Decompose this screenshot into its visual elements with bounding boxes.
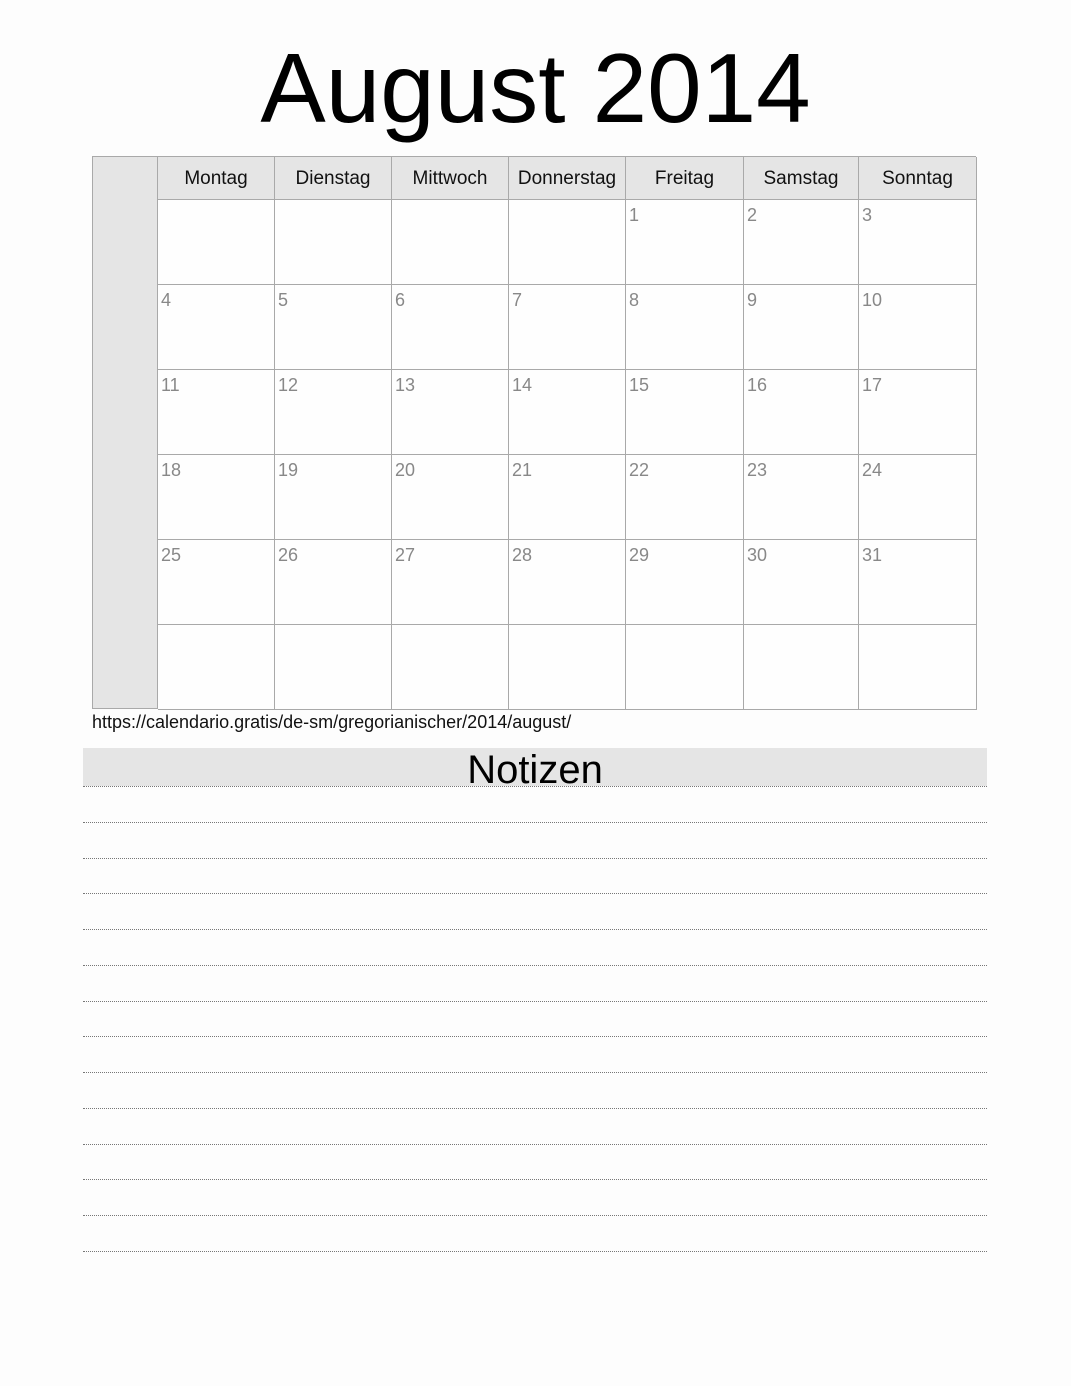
day-cell[interactable] xyxy=(744,455,859,540)
day-number: 14 xyxy=(512,375,533,395)
weekday-header: Donnerstag xyxy=(509,157,626,200)
day-cell[interactable] xyxy=(509,285,626,370)
day-cell[interactable] xyxy=(859,285,977,370)
day-cell[interactable] xyxy=(626,370,744,455)
day-number: 13 xyxy=(395,375,416,395)
note-line xyxy=(83,1072,987,1073)
day-number: 31 xyxy=(862,545,883,565)
day-cell[interactable] xyxy=(744,540,859,625)
note-line xyxy=(83,1108,987,1109)
day-cell[interactable] xyxy=(744,370,859,455)
day-number: 7 xyxy=(512,290,523,310)
source-url: https://calendario.gratis/de-sm/gregorianischer/2014/august/ xyxy=(92,712,572,732)
day-number: 8 xyxy=(629,290,640,310)
day-cell[interactable] xyxy=(392,455,509,540)
note-line xyxy=(83,1215,987,1216)
note-line xyxy=(83,1251,987,1252)
day-cell[interactable] xyxy=(509,540,626,625)
day-number: 1 xyxy=(629,205,640,225)
weekday-header: Sonntag xyxy=(859,157,977,200)
day-number: 4 xyxy=(161,290,172,310)
day-number: 6 xyxy=(395,290,406,310)
day-number: 30 xyxy=(747,545,768,565)
day-number: 9 xyxy=(747,290,758,310)
day-number: 12 xyxy=(278,375,299,395)
weekday-header: Mittwoch xyxy=(392,157,509,200)
week-number-column xyxy=(93,157,158,708)
notes-header xyxy=(83,748,987,792)
day-cell[interactable] xyxy=(744,285,859,370)
day-number: 24 xyxy=(862,460,883,480)
day-cell[interactable] xyxy=(509,200,626,285)
day-cell[interactable] xyxy=(392,285,509,370)
note-line xyxy=(83,822,987,823)
day-number: 3 xyxy=(862,205,873,225)
day-cell[interactable] xyxy=(158,625,275,710)
day-cell[interactable] xyxy=(392,370,509,455)
day-cell[interactable] xyxy=(275,540,392,625)
day-cell[interactable] xyxy=(859,455,977,540)
day-cell[interactable] xyxy=(275,625,392,710)
day-cell[interactable] xyxy=(509,625,626,710)
day-number: 15 xyxy=(629,375,650,395)
day-cell[interactable] xyxy=(626,285,744,370)
weekday-header: Dienstag xyxy=(275,157,392,200)
day-number: 27 xyxy=(395,545,416,565)
day-number: 21 xyxy=(512,460,533,480)
note-line xyxy=(83,965,987,966)
day-cell[interactable] xyxy=(626,455,744,540)
note-line xyxy=(83,858,987,859)
day-cell[interactable] xyxy=(626,625,744,710)
note-line xyxy=(83,1179,987,1180)
note-line xyxy=(83,929,987,930)
day-number: 19 xyxy=(278,460,299,480)
day-cell[interactable] xyxy=(392,540,509,625)
day-cell[interactable] xyxy=(158,455,275,540)
day-cell[interactable] xyxy=(158,370,275,455)
day-cell[interactable] xyxy=(275,370,392,455)
day-cell[interactable] xyxy=(859,370,977,455)
day-cell[interactable] xyxy=(509,455,626,540)
day-cell[interactable] xyxy=(859,540,977,625)
day-cell[interactable] xyxy=(744,625,859,710)
day-cell[interactable] xyxy=(859,200,977,285)
day-number: 25 xyxy=(161,545,182,565)
day-cell[interactable] xyxy=(744,200,859,285)
day-cell[interactable] xyxy=(275,200,392,285)
day-number: 16 xyxy=(747,375,768,395)
day-cell[interactable] xyxy=(509,370,626,455)
weekday-header: Freitag xyxy=(626,157,744,200)
day-number: 28 xyxy=(512,545,533,565)
note-line xyxy=(83,1036,987,1037)
day-cell[interactable] xyxy=(275,455,392,540)
day-cell[interactable] xyxy=(158,285,275,370)
day-number: 20 xyxy=(395,460,416,480)
day-cell[interactable] xyxy=(392,625,509,710)
day-number: 22 xyxy=(629,460,650,480)
note-line xyxy=(83,786,987,787)
page-title: August 2014 xyxy=(260,33,811,143)
weekday-header: Samstag xyxy=(744,157,859,200)
calendar-grid xyxy=(92,156,976,709)
day-number: 18 xyxy=(161,460,182,480)
day-number: 23 xyxy=(747,460,768,480)
note-line xyxy=(83,1001,987,1002)
day-number: 29 xyxy=(629,545,650,565)
day-cell[interactable] xyxy=(859,625,977,710)
day-cell[interactable] xyxy=(158,540,275,625)
day-number: 2 xyxy=(747,205,758,225)
day-cell[interactable] xyxy=(275,285,392,370)
day-number: 11 xyxy=(161,375,180,395)
day-number: 26 xyxy=(278,545,299,565)
day-number: 17 xyxy=(862,375,883,395)
weekday-header: Montag xyxy=(158,157,275,200)
day-cell[interactable] xyxy=(626,540,744,625)
day-number: 10 xyxy=(862,290,883,310)
day-cell[interactable] xyxy=(626,200,744,285)
notes-title: Notizen xyxy=(467,748,603,792)
day-cell[interactable] xyxy=(158,200,275,285)
day-number: 5 xyxy=(278,290,289,310)
note-line xyxy=(83,893,987,894)
note-line xyxy=(83,1144,987,1145)
day-cell[interactable] xyxy=(392,200,509,285)
